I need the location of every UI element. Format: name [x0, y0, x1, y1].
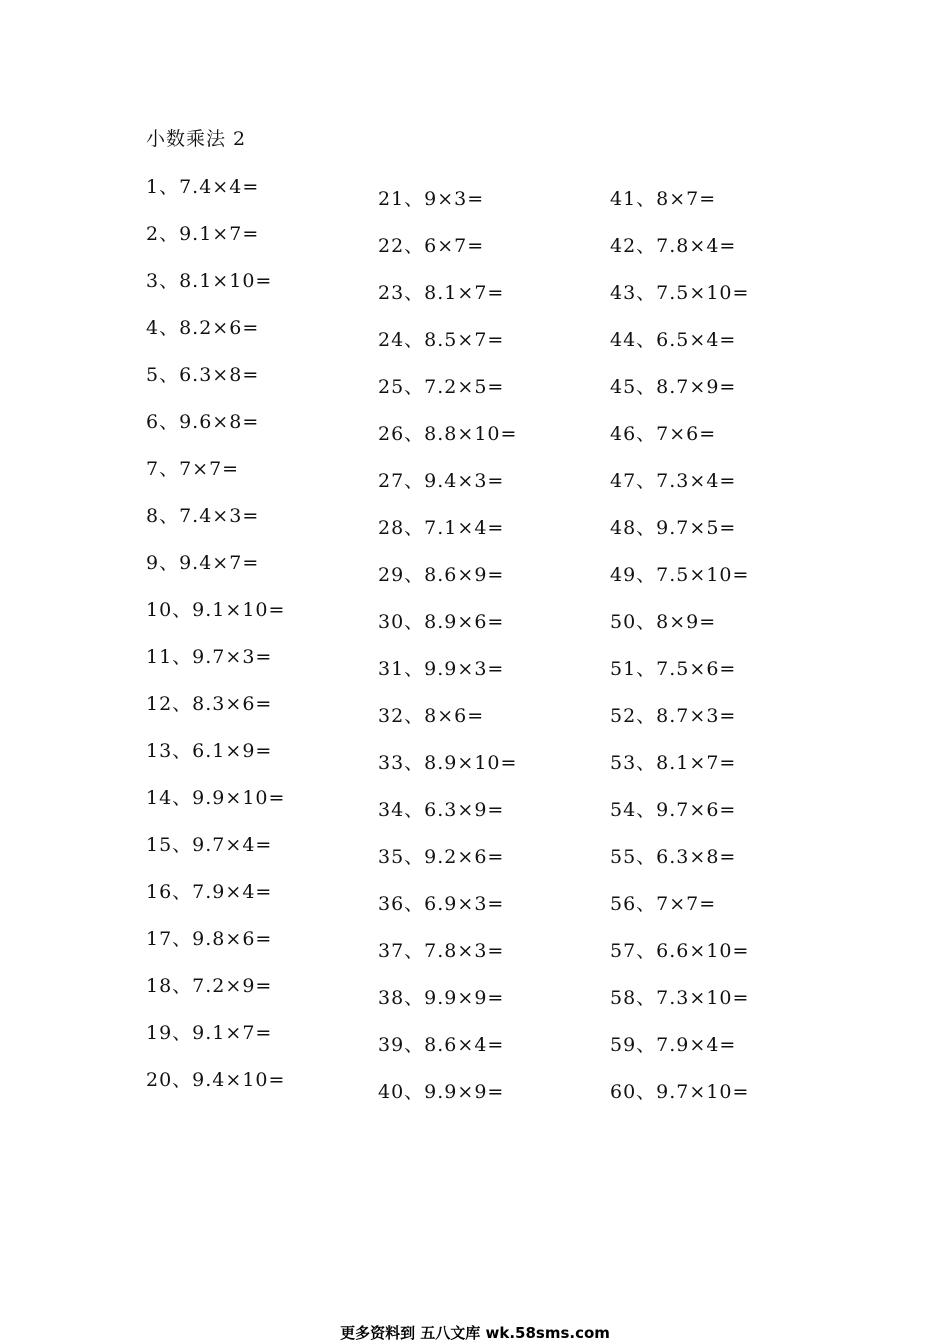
problem-item: 30、8.9×6= — [378, 611, 505, 633]
problem-item: 19、9.1×7= — [146, 1022, 273, 1044]
problem-item: 34、6.3×9= — [378, 799, 505, 821]
problem-item: 54、9.7×6= — [610, 799, 737, 821]
problem-item: 58、7.3×10= — [610, 987, 750, 1009]
problem-item: 40、9.9×9= — [378, 1081, 505, 1103]
problem-item: 13、6.1×9= — [146, 740, 273, 762]
problem-item: 50、8×9= — [610, 611, 717, 633]
problem-item: 27、9.4×3= — [378, 470, 505, 492]
problem-item: 7、7×7= — [146, 458, 240, 480]
page-title: 小数乘法 2 — [146, 128, 247, 150]
problem-item: 59、7.9×4= — [610, 1034, 737, 1056]
problem-item: 42、7.8×4= — [610, 235, 737, 257]
problem-item: 1、7.4×4= — [146, 176, 260, 198]
problem-item: 56、7×7= — [610, 893, 717, 915]
problem-item: 12、8.3×6= — [146, 693, 273, 715]
problem-item: 9、9.4×7= — [146, 552, 260, 574]
problem-item: 33、8.9×10= — [378, 752, 518, 774]
problem-item: 14、9.9×10= — [146, 787, 286, 809]
problem-item: 10、9.1×10= — [146, 599, 286, 621]
problem-item: 28、7.1×4= — [378, 517, 505, 539]
problem-item: 18、7.2×9= — [146, 975, 273, 997]
problem-item: 4、8.2×6= — [146, 317, 260, 339]
problem-item: 60、9.7×10= — [610, 1081, 750, 1103]
problem-item: 37、7.8×3= — [378, 940, 505, 962]
problem-item: 16、7.9×4= — [146, 881, 273, 903]
problem-item: 26、8.8×10= — [378, 423, 518, 445]
problem-item: 39、8.6×4= — [378, 1034, 505, 1056]
problem-item: 57、6.6×10= — [610, 940, 750, 962]
problem-item: 20、9.4×10= — [146, 1069, 286, 1091]
problem-item: 32、8×6= — [378, 705, 485, 727]
problem-item: 48、9.7×5= — [610, 517, 737, 539]
problem-item: 53、8.1×7= — [610, 752, 737, 774]
problem-item: 11、9.7×3= — [146, 646, 273, 668]
problem-item: 55、6.3×8= — [610, 846, 737, 868]
problem-item: 45、8.7×9= — [610, 376, 737, 398]
problem-item: 29、8.6×9= — [378, 564, 505, 586]
problem-item: 5、6.3×8= — [146, 364, 260, 386]
problem-item: 3、8.1×10= — [146, 270, 273, 292]
problem-item: 41、8×7= — [610, 188, 717, 210]
problem-item: 51、7.5×6= — [610, 658, 737, 680]
problem-item: 21、9×3= — [378, 188, 485, 210]
problem-item: 23、8.1×7= — [378, 282, 505, 304]
problem-item: 52、8.7×3= — [610, 705, 737, 727]
problem-item: 17、9.8×6= — [146, 928, 273, 950]
problem-item: 47、7.3×4= — [610, 470, 737, 492]
problem-item: 43、7.5×10= — [610, 282, 750, 304]
problem-item: 25、7.2×5= — [378, 376, 505, 398]
problem-item: 35、9.2×6= — [378, 846, 505, 868]
problem-item: 49、7.5×10= — [610, 564, 750, 586]
problem-item: 31、9.9×3= — [378, 658, 505, 680]
footer-watermark: 更多资料到 五八文库 wk.58sms.com — [340, 1324, 610, 1342]
problem-item: 22、6×7= — [378, 235, 485, 257]
problem-item: 2、9.1×7= — [146, 223, 260, 245]
problem-item: 6、9.6×8= — [146, 411, 260, 433]
problem-item: 44、6.5×4= — [610, 329, 737, 351]
problem-item: 46、7×6= — [610, 423, 717, 445]
problem-item: 8、7.4×3= — [146, 505, 260, 527]
problem-item: 38、9.9×9= — [378, 987, 505, 1009]
problem-item: 24、8.5×7= — [378, 329, 505, 351]
problem-item: 36、6.9×3= — [378, 893, 505, 915]
problem-item: 15、9.7×4= — [146, 834, 273, 856]
